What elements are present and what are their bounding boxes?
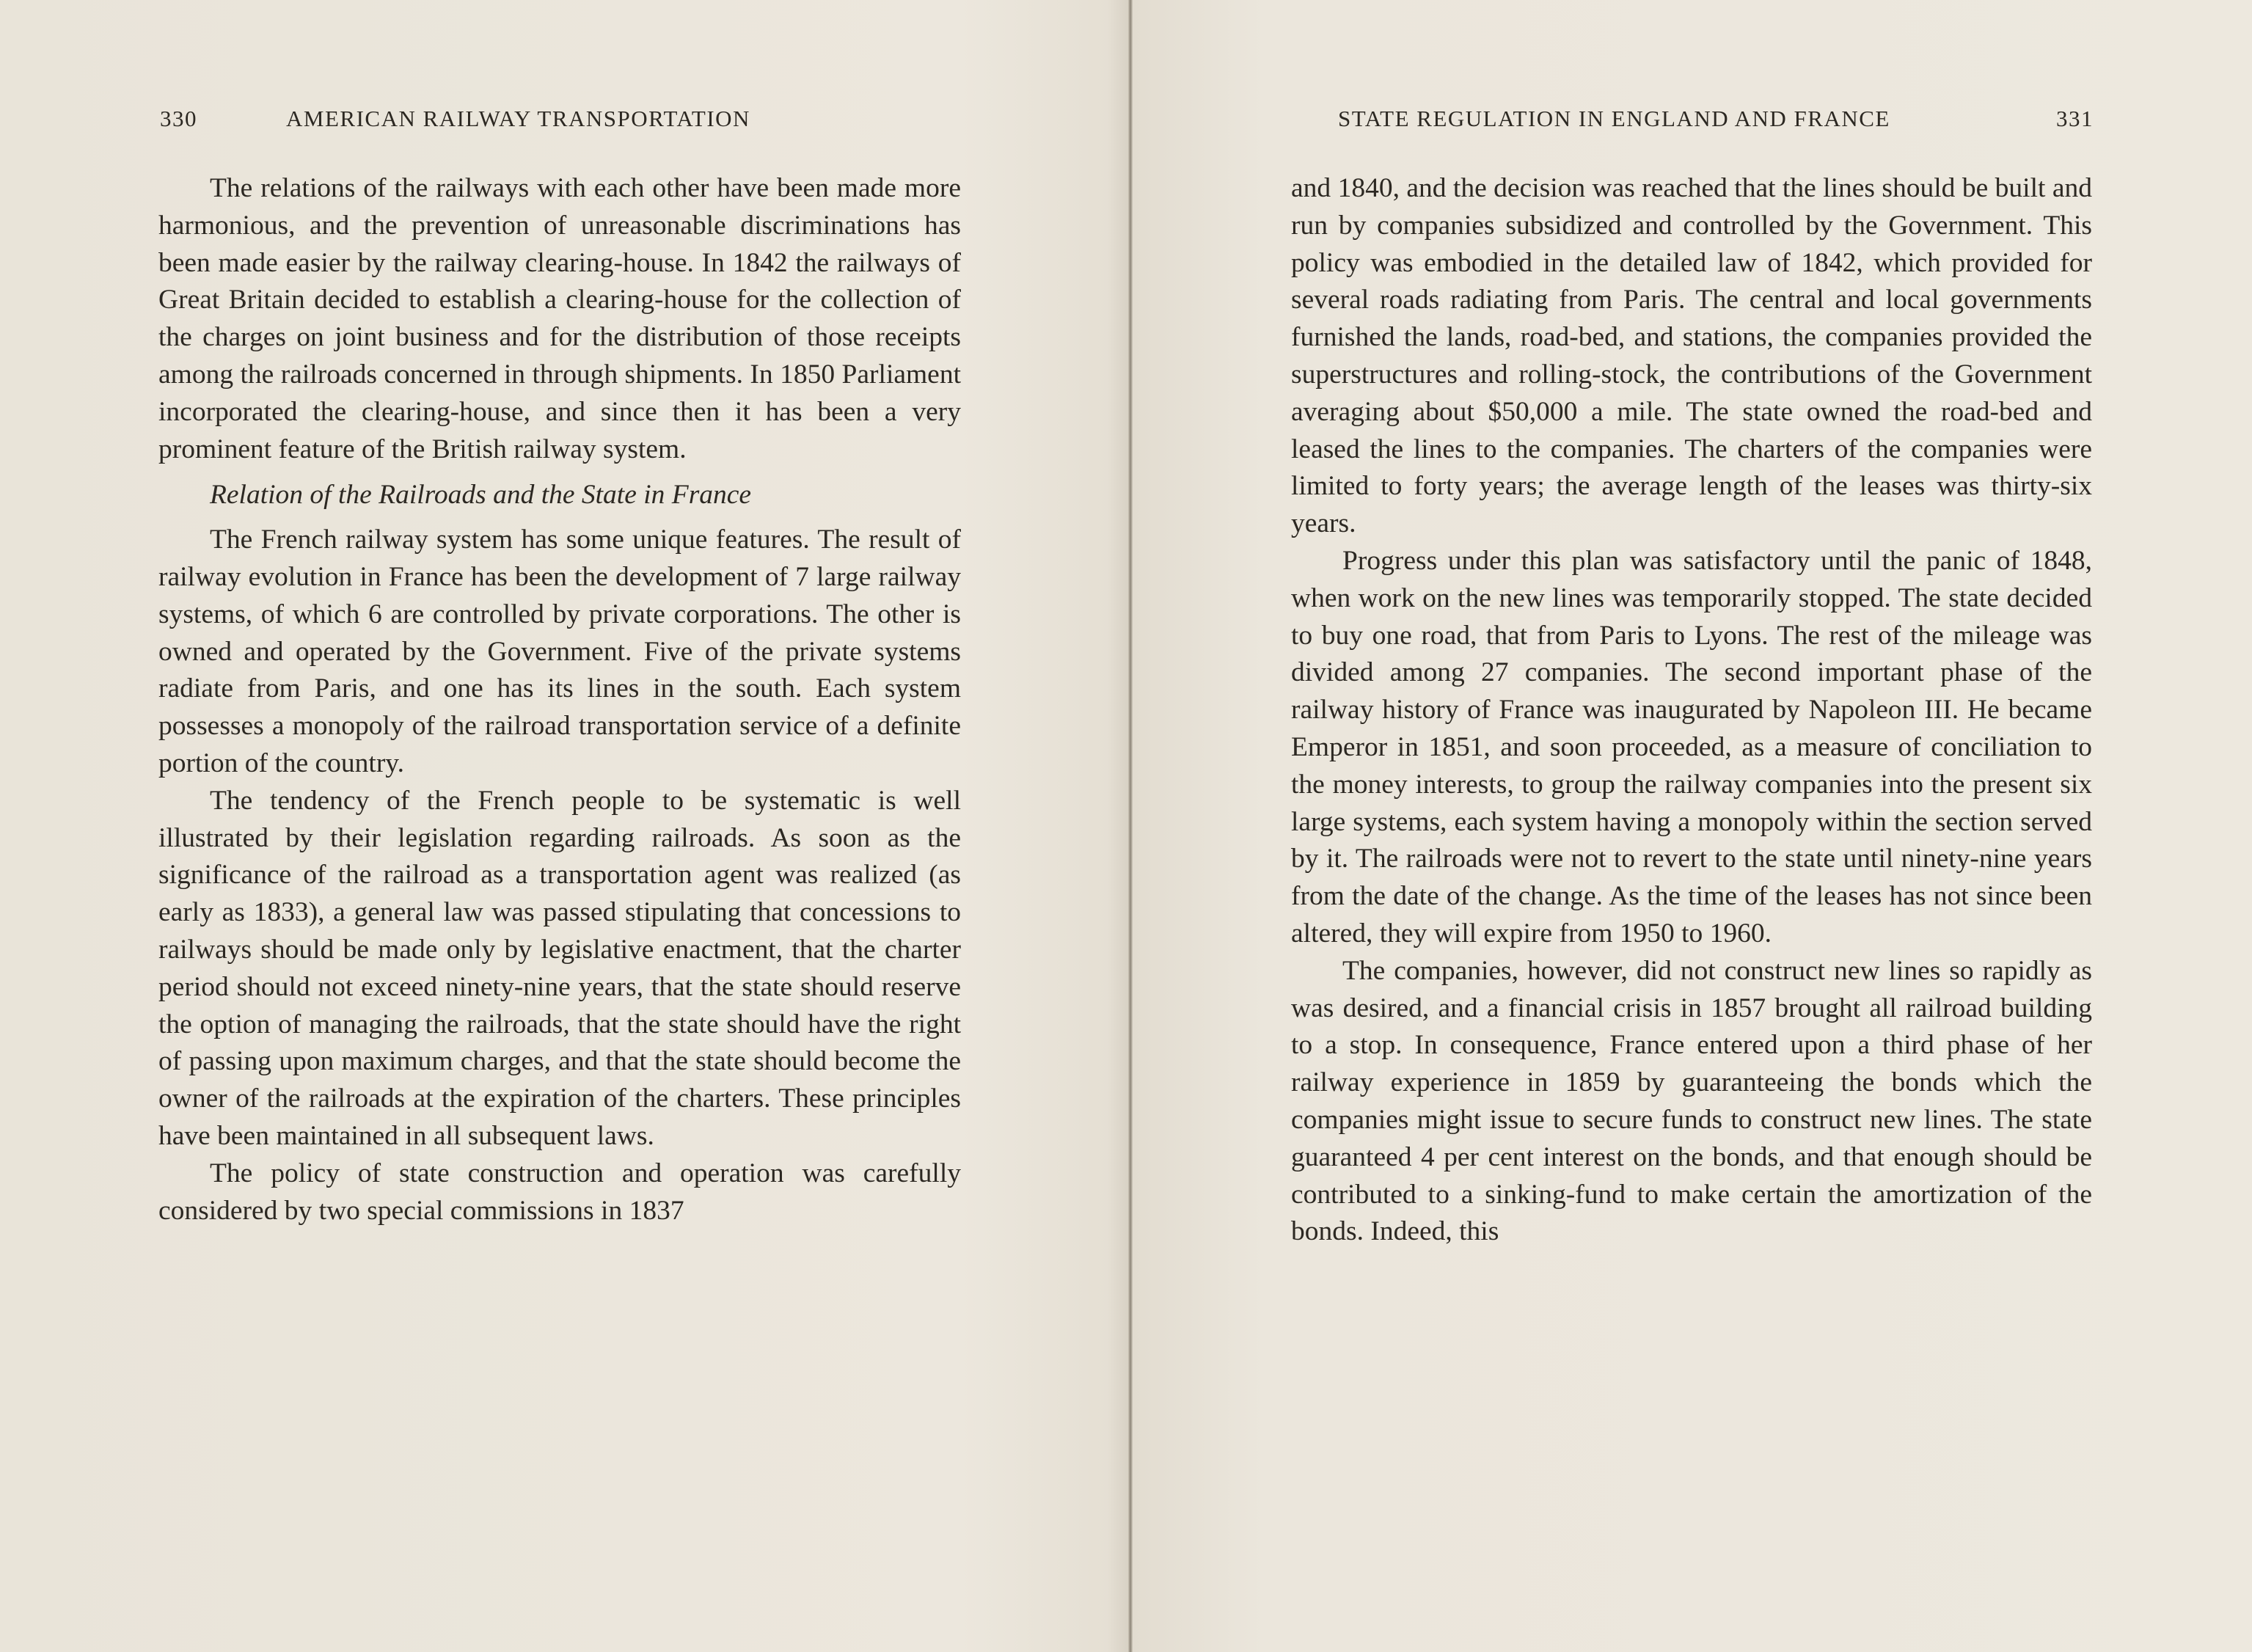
right-page-number: 331 xyxy=(2056,106,2094,131)
right-paragraph-3: The companies, however, did not construct new lines so rapidly as was desired, and a financial crisis in 1857 brought all railroad building to a stop. In consequence, France entered upon a third phase of her railway experience in 1859 by guaranteeing the bonds which the companies might issue to secure funds to construct new lines. The state guaranteed 4 per cent interest on the bonds, and that enough should be contributed to a sinking-fund to make certain the amortization of the bonds. Indeed, this xyxy=(1291,955,2092,1247)
book-gutter xyxy=(1128,0,1133,1652)
right-running-head: STATE REGULATION IN ENGLAND AND FRANCE xyxy=(1338,106,1890,131)
left-page-number: 330 xyxy=(160,106,197,131)
left-text-column xyxy=(158,170,961,1229)
section-heading: Relation of the Railroads and the State in France xyxy=(210,480,752,511)
left-page-header xyxy=(160,104,974,134)
right-paragraph-1: and 1840, and the decision was reached that the lines should be built and run by companies subsidized and controlled by the Government. This policy was embodied in the detailed law of 1842, which provided for several roads radiating from Paris. The central and local governments furnished the lands, road-bed, and stations, the companies provided the superstructures and rolling-stock, the contributions of the Government averaging about $50,000 a mile. The state owned the road-bed and leased the lines to the companies. The charters of the companies were limited to forty years; the average length of the leases was thirty-six years. xyxy=(1291,173,2092,539)
right-page-header xyxy=(1338,104,2094,134)
left-paragraph-2: The French railway system has some unique features. The result of railway evolution in France has been the development of 7 large railway systems, of which 6 are controlled by private corporations. The other is owned and operated by the Government. Five of the private systems radiate from Paris, and one has its lines in the south. Each system possesses a monopoly of the railroad transportation service of a definite portion of the country. xyxy=(158,525,961,778)
left-running-head: AMERICAN RAILWAY TRANSPORTATION xyxy=(286,106,750,131)
right-paragraph-2: Progress under this plan was satisfactory until the panic of 1848, when work on the new lines was temporarily stopped. The state decided to buy one road, that from Paris to Lyons. The rest of the mileage was divided among 27 companies. The second important phase of the railway history of France was inaugurated by Napoleon III. He became Emperor in 1851, and soon proceeded, as a measure of conciliation to the money interests, to group the railway companies into the present six large systems, each system having a monopoly within the section served by it. The railroads were not to revert to the state until ninety-nine years from the date of the change. As the time of the leases has not since been altered, they will expire from 1950 to 1960. xyxy=(1291,545,2092,949)
right-text-column xyxy=(1291,170,2092,1251)
left-paragraph-3: The tendency of the French people to be systematic is well illustrated by their legislation regarding railroads. As soon as the significance of the railroad as a transportation agent was realized (as early as 1833), a general law was passed stipulating that concessions to railways should be made only by legislative enactment, that the charter period should not exceed ninety-nine years, that the state should reserve the option of managing the railroads, that the state should have the right of passing upon maximum charges, and that the state should become the owner of the railroads at the expiration of the charters. These principles have been maintained in all subsequent laws. xyxy=(158,785,961,1151)
left-paragraph-4: The policy of state construction and operation was carefully considered by two special commissions in 1837 xyxy=(158,1158,961,1226)
gutter-shadow xyxy=(1108,0,1130,1652)
left-paragraph-1: The relations of the railways with each other have been made more harmonious, and the prevention of unreasonable discriminations has been made easier by the railway clearing-house. In 1842 the railways of Great Britain decided to establish a clearing-house for the collection of the charges on joint business and for the distribution of those receipts among the railroads concerned in through shipments. In 1850 Parliament incorporated the clearing-house, and since then it has been a very prominent feature of the British railway system. xyxy=(158,173,961,464)
